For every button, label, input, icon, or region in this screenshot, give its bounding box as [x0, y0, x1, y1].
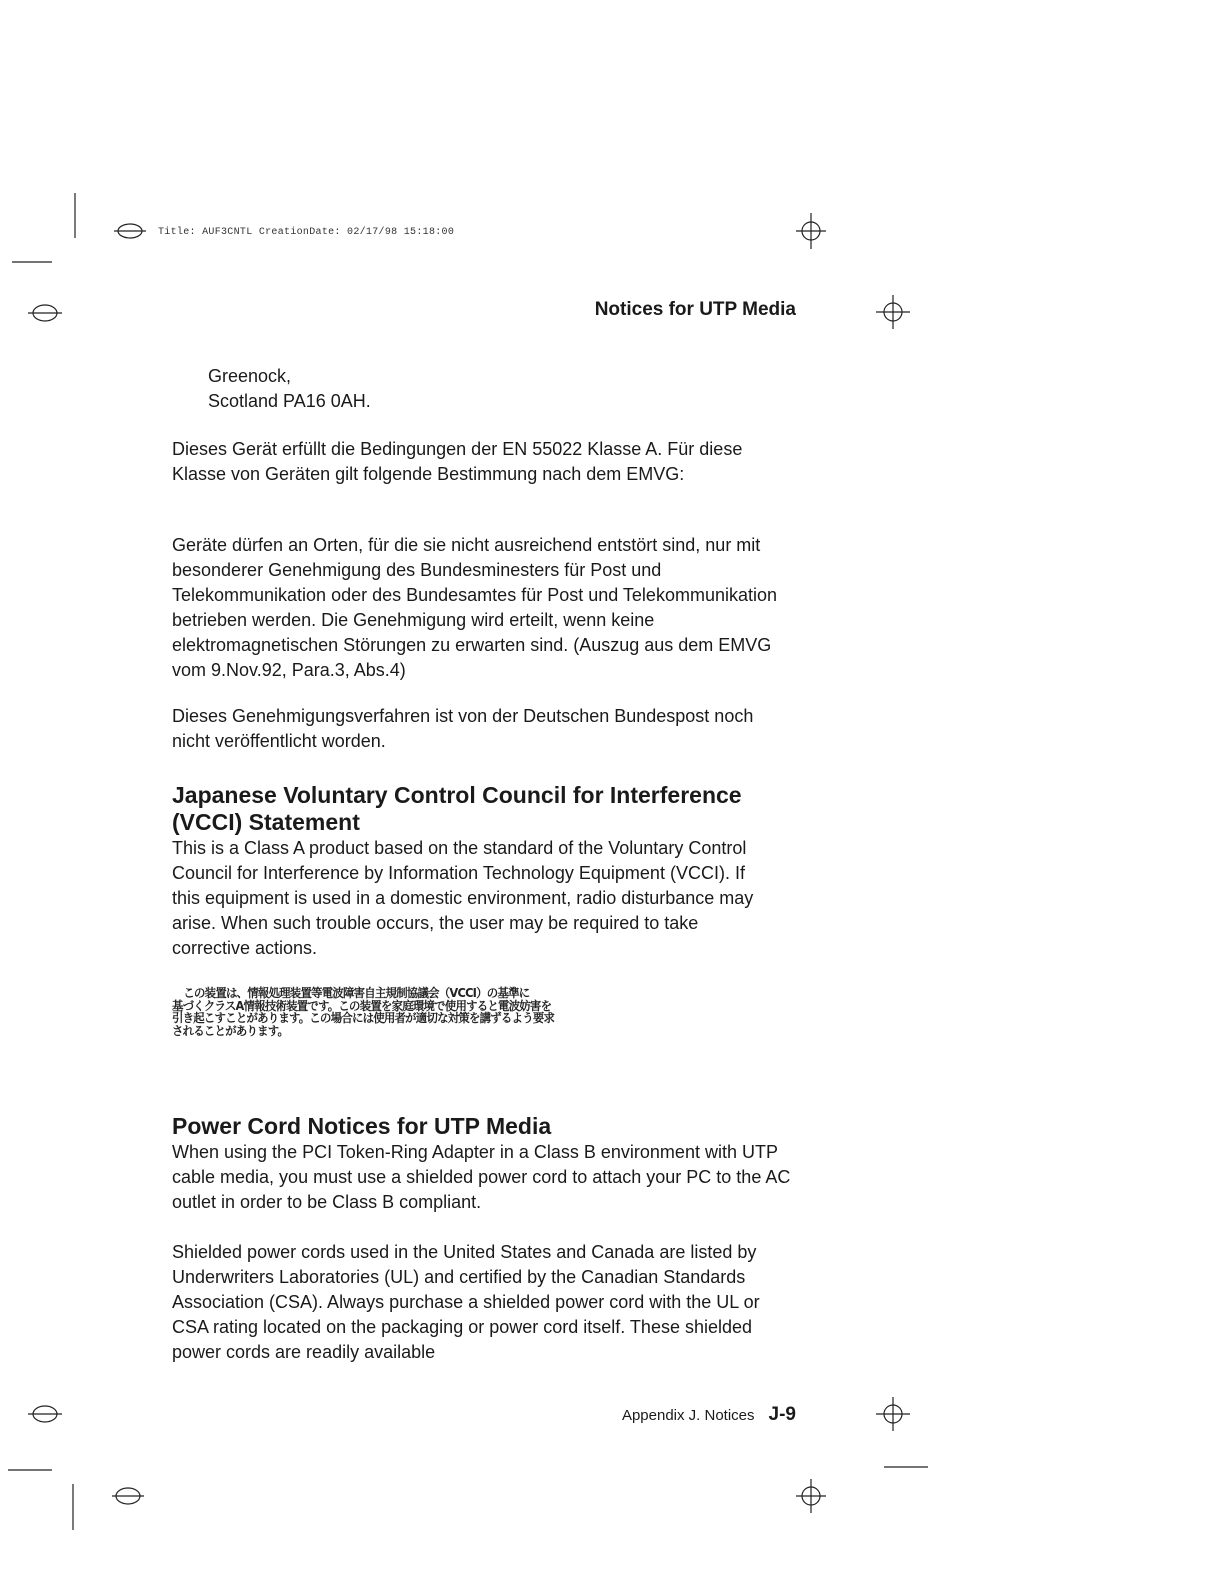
- running-head: Notices for UTP Media: [594, 299, 796, 320]
- japanese-line: 引き起こすことがあります。この場合には使用者が適切な対策を講ずるよう要求: [172, 1011, 555, 1025]
- print-slug: Title: AUF3CNTL CreationDate: 02/17/98 15:18:00: [158, 227, 455, 238]
- vcci-section: [172, 782, 792, 961]
- address-line: Greenock,: [208, 366, 292, 386]
- page-number: J-9: [768, 1404, 796, 1425]
- japanese-line: この装置は、情報処理装置等電波障害自主規制協議会（VCCI）の基準に: [183, 986, 530, 1000]
- power-cord-heading: Power Cord Notices for UTP Media: [172, 1113, 552, 1139]
- paragraph-de-3: [172, 704, 782, 754]
- japanese-line: されることがあります。: [172, 1023, 289, 1038]
- address-line: Scotland PA16 0AH.: [208, 391, 371, 411]
- paragraph-text: Dieses Gerät erfüllt die Bedingungen der EN 55022 Klasse A. Für diese Klasse von Geräten gilt folgende Bestimmung nach dem EMVG:: [172, 439, 743, 484]
- paragraph-de-1: [172, 437, 782, 487]
- vcci-heading: Japanese Voluntary Control Council for Interference (VCCI) Statement: [172, 782, 742, 835]
- page-footer: [540, 1404, 796, 1426]
- power-cord-section: [172, 1113, 802, 1365]
- power-cord-para-1: When using the PCI Token-Ring Adapter in a Class B environment with UTP cable media, you must use a shielded power cord to attach your PC to the AC outlet in order to be Class B compliant.: [172, 1142, 791, 1212]
- address: [208, 364, 848, 414]
- vcci-japanese-text: [172, 987, 554, 1037]
- vcci-text: This is a Class A product based on the standard of the Voluntary Control Council for Interference by Information Technology Equipment (VCCI). If this equipment is used in a domestic environment, radio disturbance may arise. When such trouble occurs, the user may be required to take corrective actions.: [172, 838, 754, 958]
- footer-label: Appendix J. Notices: [621, 1407, 755, 1424]
- paragraph-de-2: [172, 533, 800, 683]
- paragraph-text: Dieses Genehmigungsverfahren ist von der Deutschen Bundespost noch nicht veröffentlicht worden.: [172, 706, 754, 751]
- paragraph-text: Geräte dürfen an Orten, für die sie nicht ausreichend entstört sind, nur mit besonderer Genehmigung des Bundesminesters für Post und Telekommunikation oder des Bundesamtes für Post und Telekommunikation betrieben werden. Die Genehmigung wird erteilt, wenn keine elektromagnetischen Störungen zu erwarten sind. (Auszug aus dem EMVG vom 9.Nov.92, Para.3, Abs.4): [172, 535, 777, 680]
- power-cord-para-2: Shielded power cords used in the United States and Canada are listed by Underwriters Laboratories (UL) and certified by the Canadian Standards Association (CSA). Always purchase a shielded power cord with the UL or CSA rating located on the packaging or power cord itself. These shielded power cords are readily available: [172, 1242, 760, 1362]
- japanese-line: 基づくクラスA情報技術装置です。この装置を家庭環境で使用すると電波妨害を: [172, 998, 552, 1013]
